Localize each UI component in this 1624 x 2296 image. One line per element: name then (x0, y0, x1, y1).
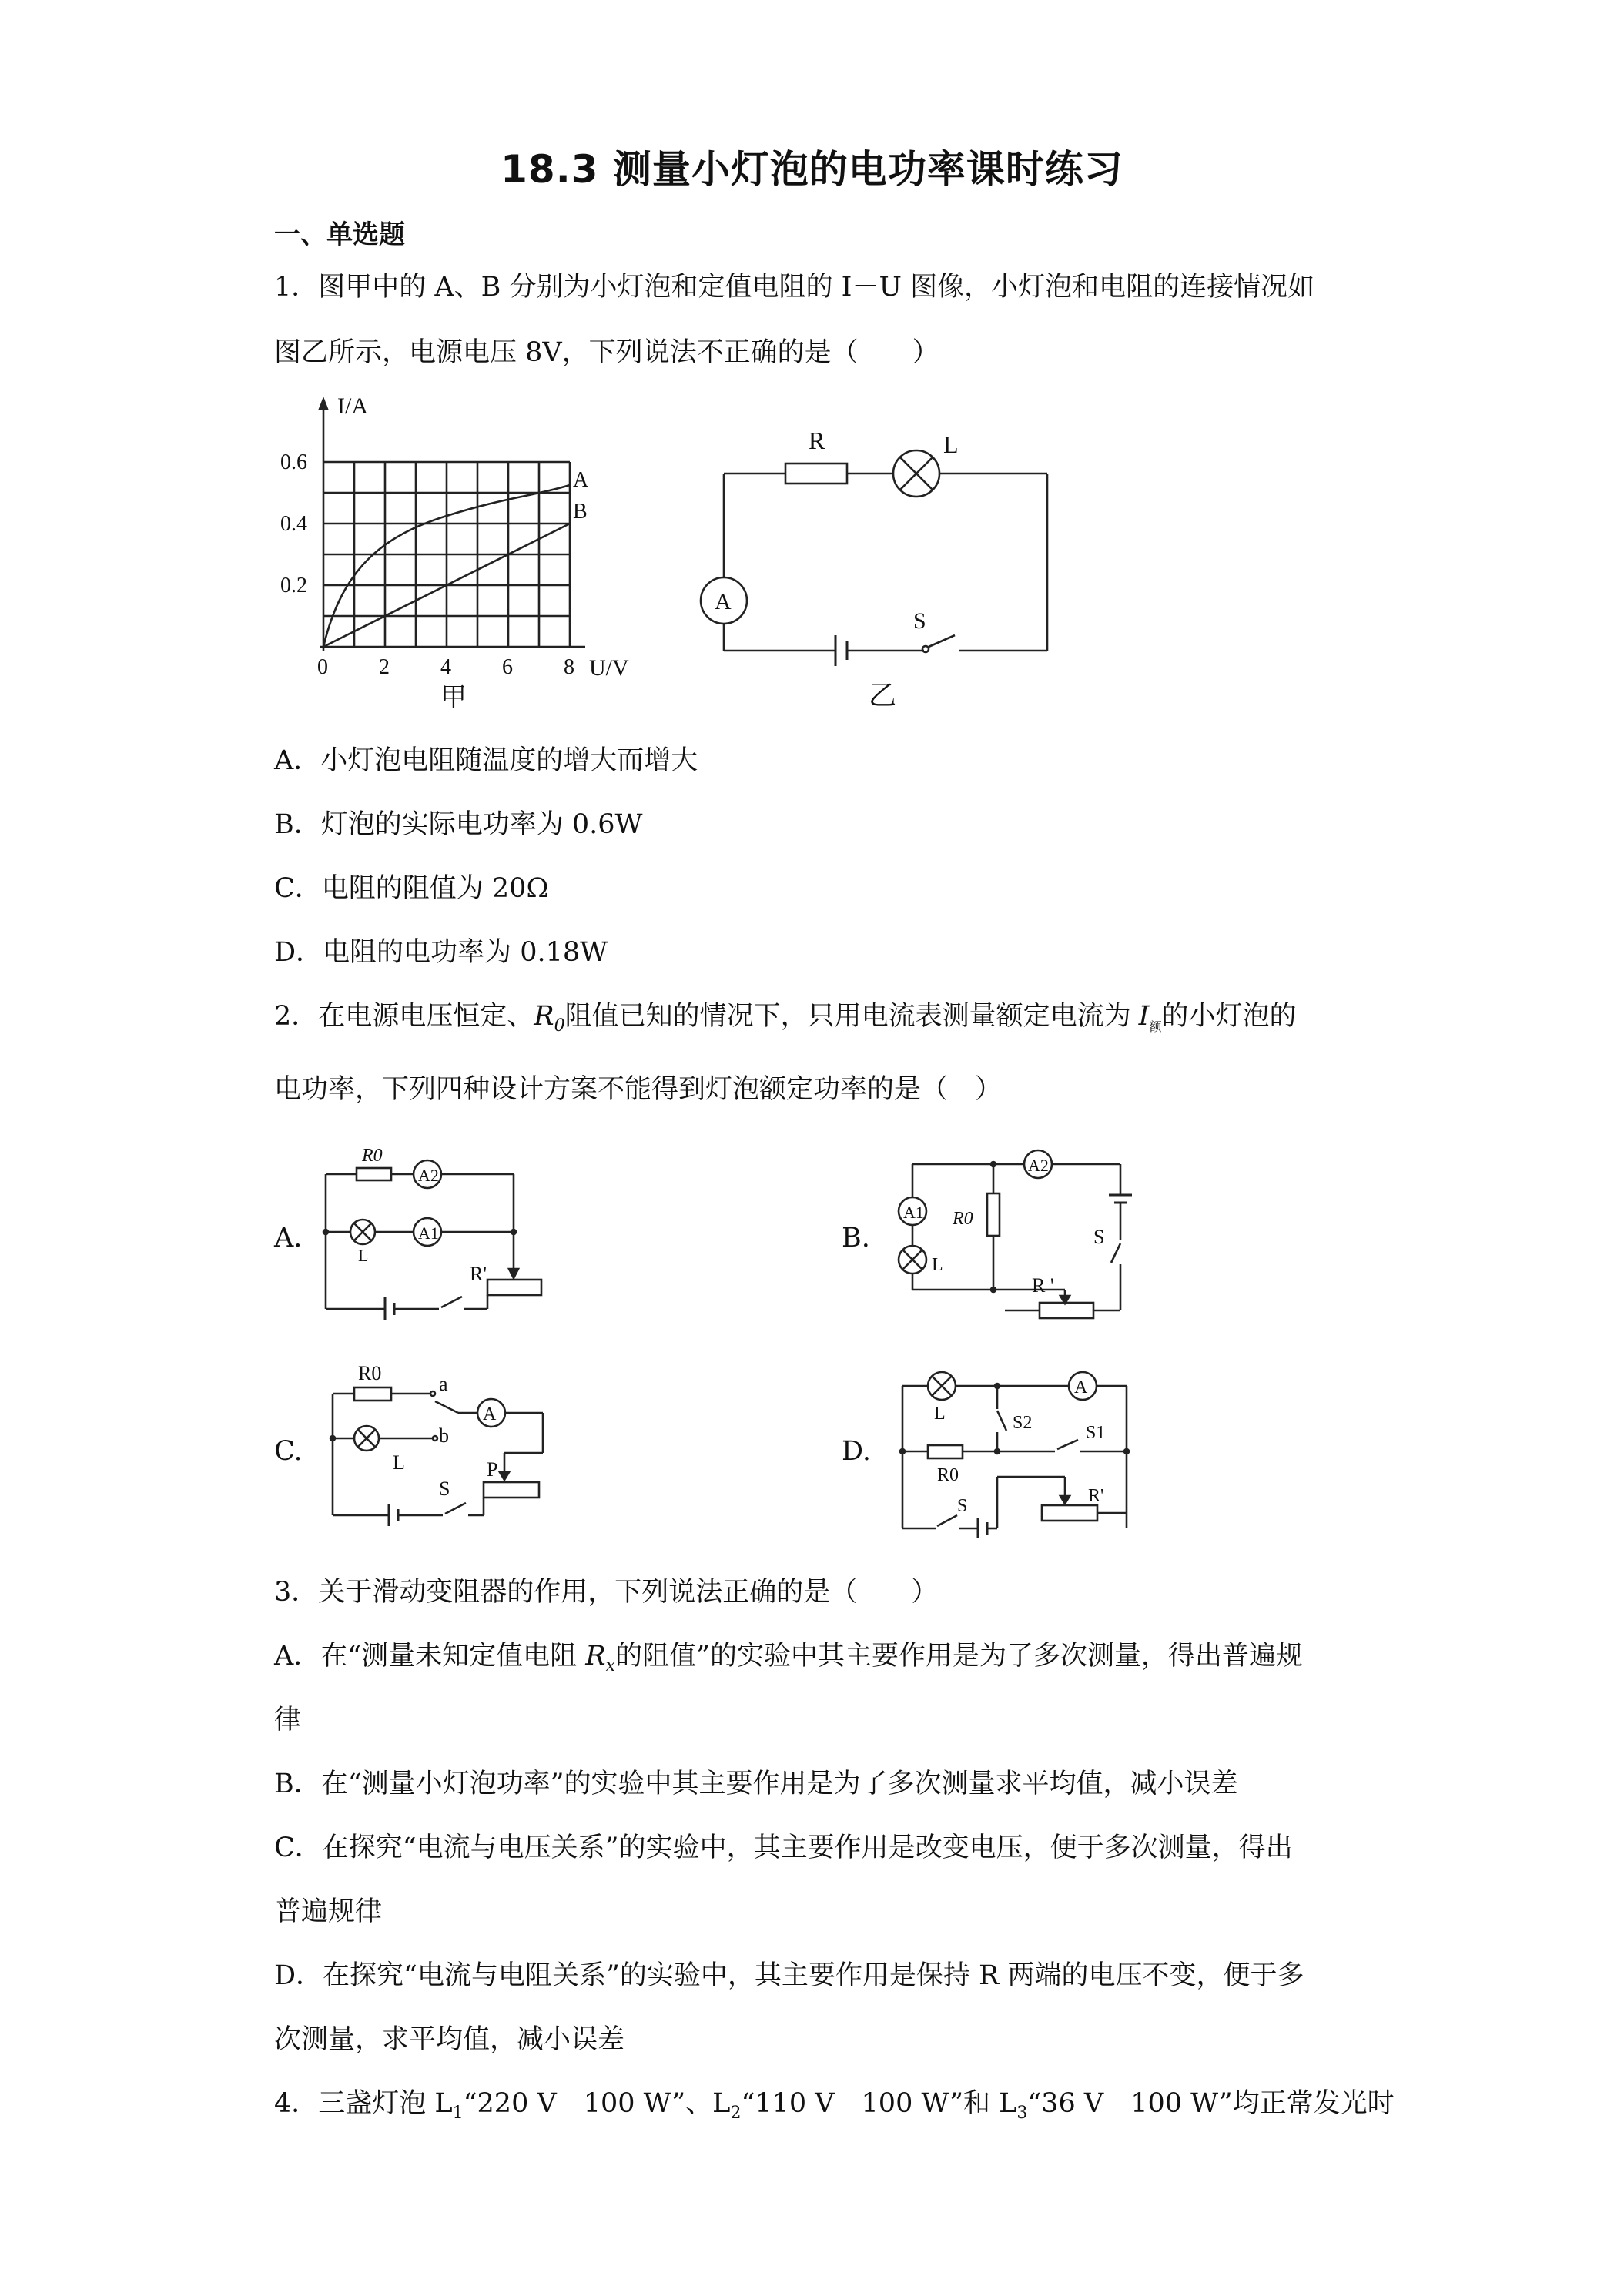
cc-am: A (483, 1404, 497, 1424)
curve-b-label: B (573, 500, 588, 524)
cc-b: b (439, 1424, 449, 1447)
cd-s: S (957, 1496, 968, 1516)
q3-option-d-line1: D．在探究“电流与电阻关系”的实验中，其主要作用是保持 R 两端的电压不变，便于多 (274, 1960, 1304, 1991)
q1-stem-line2: 图乙所示，电源电压 8V，下列说法不正确的是（ ） (274, 337, 939, 368)
q4-stem: 4．三盏灯泡 $L_1“220$ V 100 W”、$L_2“110$ V 100 W”和 $L_3“36$ V 100 W”均正常发光时 (274, 2088, 1395, 2123)
cc-a: a (439, 1373, 448, 1395)
ca-a1: A1 (418, 1223, 439, 1243)
q2-label-a: A. (274, 1223, 303, 1253)
cc-r0: R0 (358, 1362, 382, 1384)
q2-stem-line1: 2．在电源电压恒定、$R_0$阻值已知的情况下，只用电流表测量额定电流为 $I_额$的小灯泡的 (274, 1001, 1297, 1036)
q3-option-a-line2: 律 (274, 1705, 302, 1735)
ca-r0: R0 (362, 1146, 383, 1166)
q1-stem-line1: 1．图甲中的 A、B 分别为小灯泡和定值电阻的 I－U 图像，小灯泡和电阻的连接情况如 (274, 272, 1315, 303)
cd-l: L (934, 1404, 946, 1424)
q2-label-c: C. (274, 1436, 303, 1467)
q2-label-b: B. (842, 1223, 870, 1253)
cd-s1: S1 (1086, 1423, 1106, 1443)
y-tick-04: 0.4 (280, 512, 307, 536)
q1-option-c: C．电阻的阻值为 20Ω (274, 873, 549, 904)
q3-option-b: B．在“测量小灯泡功率”的实验中其主要作用是为了多次测量求平均值，减小误差 (274, 1769, 1238, 1799)
switch-s-icon (929, 635, 955, 647)
ca-l: L (358, 1246, 369, 1265)
q1-option-a: A．小灯泡电阻随温度的增大而增大 (274, 745, 698, 776)
cb-rp: R ' (1032, 1274, 1054, 1297)
cd-s2: S2 (1013, 1413, 1033, 1433)
section-heading: 一、单选题 (274, 219, 405, 250)
q1-option-d: D．电阻的电功率为 0.18W (274, 937, 608, 968)
resistor-r-icon (785, 464, 847, 484)
label-ammeter: A (715, 589, 732, 614)
y-tick-02: 0.2 (280, 574, 307, 597)
cc-l: L (393, 1451, 405, 1474)
q3-option-a-line1: A．在“测量未知定值电阻 $R_x$的阻值”的实验中其主要作用是为了多次测量，得出普遍规 (274, 1641, 1303, 1675)
x-axis-label: U/V (589, 655, 629, 681)
curve-a-label: A (573, 468, 589, 492)
x-tick-8: 8 (564, 655, 574, 679)
cb-s: S (1093, 1226, 1105, 1248)
graph-caption: 甲 (440, 684, 467, 712)
cb-l: L (932, 1255, 943, 1275)
x-tick-4: 4 (440, 655, 451, 679)
circuit-d (889, 1355, 1151, 1548)
iu-graph (270, 389, 670, 712)
y-axis-label: I/A (337, 393, 368, 419)
x-tick-6: 6 (502, 655, 513, 679)
label-s: S (913, 608, 926, 634)
cb-r0: R0 (953, 1209, 973, 1229)
q3-option-d-line2: 次测量，求平均值，减小误差 (274, 2024, 625, 2055)
label-r: R (809, 427, 825, 454)
y-tick-06: 0.6 (280, 450, 307, 474)
page-title: 18.3 测量小灯泡的电功率课时练习 (501, 147, 1123, 192)
circuit-c (316, 1347, 562, 1536)
ca-a2: A2 (418, 1166, 439, 1185)
cc-s: S (439, 1478, 450, 1500)
q3-option-c-line2: 普遍规律 (274, 1896, 383, 1927)
cd-r0: R0 (937, 1465, 959, 1485)
circuit-caption: 乙 (869, 680, 897, 711)
q2-stem-line2: 电功率，下列四种设计方案不能得到灯泡额定功率的是（ ） (274, 1074, 1003, 1105)
label-l: L (943, 430, 959, 458)
cb-a1: A1 (903, 1203, 924, 1222)
circuit-yi (685, 416, 1070, 724)
ca-rp: R' (470, 1263, 487, 1285)
q3-option-c-line1: C．在探究“电流与电压关系”的实验中，其主要作用是改变电压，便于多次测量，得出 (274, 1832, 1293, 1863)
q3-stem: 3．关于滑动变阻器的作用，下列说法正确的是（ ） (274, 1577, 939, 1608)
circuit-a (312, 1140, 558, 1328)
q1-option-b: B．灯泡的实际电功率为 0.6W (274, 809, 643, 840)
x-tick-2: 2 (379, 655, 390, 679)
cd-am: A (1074, 1377, 1088, 1397)
x-tick-0: 0 (317, 655, 328, 679)
cc-p: P (487, 1458, 498, 1481)
cb-a2: A2 (1028, 1156, 1049, 1175)
circuit-b (889, 1132, 1151, 1332)
q2-label-d: D. (842, 1436, 871, 1467)
cd-rp: R' (1088, 1486, 1104, 1506)
